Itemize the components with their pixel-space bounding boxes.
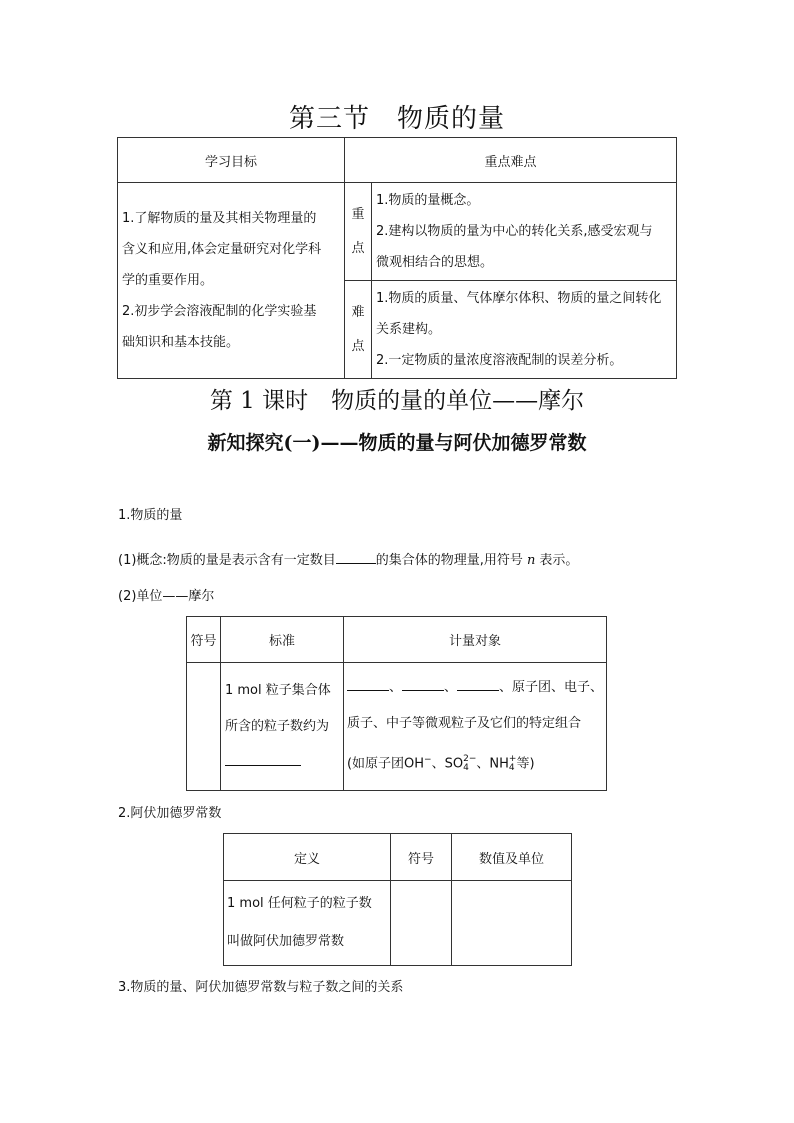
avogadro-table bbox=[223, 833, 572, 966]
difficulty-line: 2.一定物质的量浓度溶液配制的误差分析。 bbox=[376, 353, 623, 368]
standard-cell bbox=[220, 663, 343, 791]
header-value: 数值及单位 bbox=[452, 834, 572, 881]
item-2-heading: 2.阿伏加德罗常数 bbox=[118, 806, 222, 821]
object-line: 、 、 、原子团、电子、 bbox=[347, 670, 603, 706]
concept-text: 表示。 bbox=[539, 553, 579, 568]
standard-blank[interactable] bbox=[225, 751, 301, 766]
goals-line: 含义和应用,体会定量研究对化学科 bbox=[122, 242, 322, 257]
difficulty-label bbox=[345, 281, 372, 379]
definition-cell bbox=[224, 881, 391, 966]
object-blank[interactable] bbox=[402, 676, 444, 691]
definition-line: 叫做阿伏加德罗常数 bbox=[227, 934, 345, 949]
concept-line bbox=[118, 549, 578, 569]
key-label bbox=[345, 183, 372, 281]
item-3-heading: 3.物质的量、阿伏加德罗常数与粒子数之间的关系 bbox=[118, 980, 404, 995]
symbol-cell[interactable] bbox=[187, 663, 221, 791]
concept-text: (1)概念:物质的量是表示含有一定数目 bbox=[118, 553, 336, 568]
concept-text: 的集合体的物理量,用符号 bbox=[375, 553, 523, 568]
object-blank[interactable] bbox=[457, 676, 499, 691]
difficulty-cell bbox=[372, 281, 677, 379]
item-1-heading: 1.物质的量 bbox=[118, 508, 183, 523]
page-title: 第三节 物质的量 bbox=[288, 104, 505, 134]
section-title: 新知探究(一)——物质的量与阿伏加德罗常数 bbox=[207, 432, 587, 454]
object-blank[interactable] bbox=[347, 676, 389, 691]
symbol-answer-cell[interactable] bbox=[391, 881, 452, 966]
goals-line: 础知识和基本技能。 bbox=[122, 335, 240, 350]
header-definition: 定义 bbox=[224, 834, 391, 881]
key-points-cell bbox=[372, 183, 677, 281]
header-key-points: 重点难点 bbox=[345, 138, 677, 183]
value-answer-cell[interactable] bbox=[452, 881, 572, 966]
header-symbol: 符号 bbox=[391, 834, 452, 881]
header-goals: 学习目标 bbox=[118, 138, 345, 183]
object-line: 质子、中子等微观粒子及它们的特定组合 bbox=[346, 716, 581, 732]
standard-line: 1 mol 粒子集合体 bbox=[224, 682, 331, 698]
header-standard: 标准 bbox=[220, 617, 343, 663]
key-label-char: 重 bbox=[351, 206, 365, 222]
key-line: 2.建构以物质的量为中心的转化关系,感受宏观与 bbox=[376, 224, 653, 239]
goals-line: 1.了解物质的量及其相关物理量的 bbox=[122, 211, 317, 226]
goals-table bbox=[117, 137, 677, 379]
difficulty-label-char: 难 bbox=[351, 304, 365, 320]
key-label-char: 点 bbox=[351, 240, 365, 256]
goals-line: 学的重要作用。 bbox=[122, 273, 214, 288]
standard-line: 所含的粒子数约为 bbox=[224, 718, 329, 734]
symbol-n: n bbox=[526, 553, 536, 568]
concept-blank[interactable] bbox=[336, 549, 376, 564]
lesson-title: 第 1 课时 物质的量的单位——摩尔 bbox=[209, 388, 585, 414]
goals-line: 2.初步学会溶液配制的化学实验基 bbox=[122, 304, 317, 319]
object-cell bbox=[343, 663, 606, 791]
key-line: 微观相结合的思想。 bbox=[376, 255, 494, 270]
unit-heading: (2)单位——摩尔 bbox=[118, 589, 215, 604]
object-line: (如原子团OH−、SO 2− 4 、NH + 4 等) bbox=[346, 754, 535, 774]
key-line: 1.物质的量概念。 bbox=[376, 193, 480, 208]
difficulty-line: 1.物质的质量、气体摩尔体积、物质的量之间转化 bbox=[376, 291, 662, 306]
difficulty-line: 关系建构。 bbox=[376, 322, 442, 337]
header-symbol: 符号 bbox=[187, 617, 221, 663]
goals-cell bbox=[118, 183, 345, 379]
definition-line: 1 mol 任何粒子的粒子数 bbox=[227, 896, 372, 911]
header-object: 计量对象 bbox=[343, 617, 606, 663]
mol-table bbox=[186, 616, 607, 791]
difficulty-label-char: 点 bbox=[351, 338, 365, 354]
